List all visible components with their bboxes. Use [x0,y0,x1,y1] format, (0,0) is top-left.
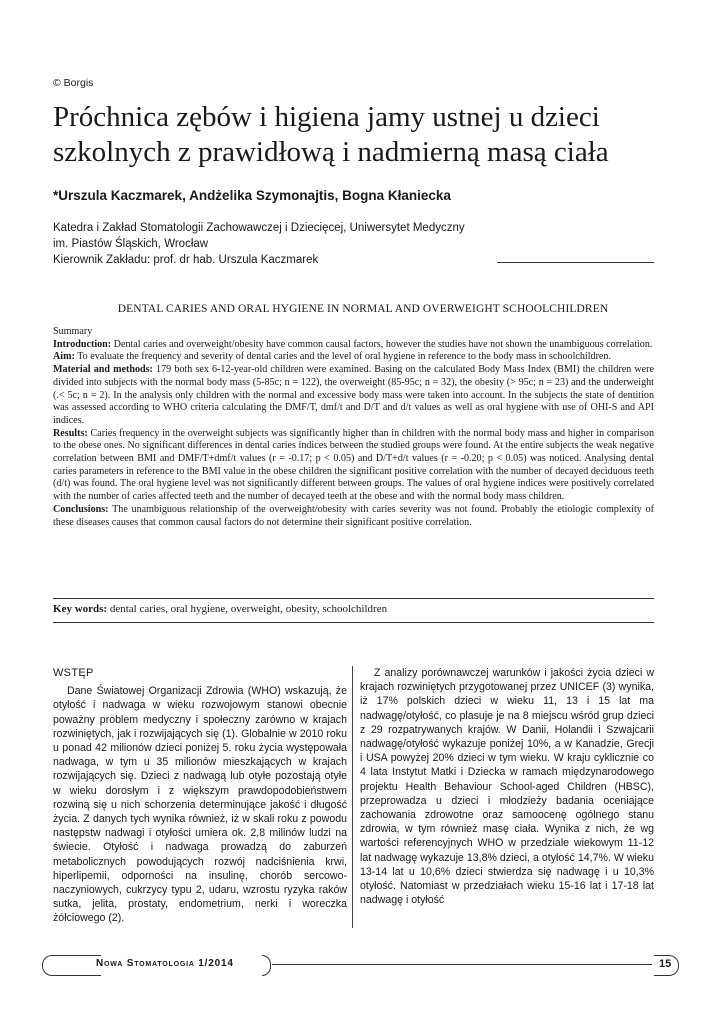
affiliation-line: im. Piastów Śląskich, Wrocław [53,238,209,250]
affiliation-line: Katedra i Zakład Stomatologii Zachowawczej i Dziecięcej, Uniwersytet Medyczny [53,222,465,234]
footer-bracket-left [42,955,101,976]
summary-introduction [53,339,654,352]
summary-label: Summary [53,326,93,337]
section-heading: WSTĘP [53,667,94,679]
section-text: 179 both sex 6-12-year-old children were examined. Basing on the calculated Body Mass Index (BMI) the children were divided into subjects with the normal body mass (5-85c; n = 122), the overweight (85-95c; n = 32), the obesity (> 95c; n = 23) and the underweight (.< 5c; n = 2). In the analysis only children with the normal and excessive body mass were taken into account. In the subjects the state of dentition was assessed according to WHO criteria calculating the DMF/T, dmf/t and D/T and d/t values as well as oral hygiene with use of OHI-S and API indices. [53,364,654,426]
keywords [53,603,654,615]
summary-block [53,326,654,529]
footer-journal-name: Nowa Stomatologia 1/2014 [96,958,234,969]
keywords-divider-top [53,598,654,599]
title-line-1: Próchnica zębów i higiena jamy ustnej u dzieci [53,101,600,133]
column-divider [352,666,353,928]
summary-conclusions [53,504,654,529]
section-label: Introduction: [53,338,112,350]
copyright-notice: © Borgis [53,77,94,89]
summary-methods [53,364,654,428]
keywords-label: Key words: [53,603,108,615]
footer-bracket-middle [262,955,271,976]
english-title: DENTAL CARIES AND ORAL HYGIENE IN NORMAL AND OVERWEIGHT SCHOOLCHILDREN [117,303,609,315]
section-label: Conclusions: [53,503,109,515]
keywords-text: dental caries, oral hygiene, overweight, obesity, schoolchildren [107,603,388,615]
body-column-left [53,666,347,926]
keywords-divider-bottom [53,622,654,623]
page-number: 15 [659,958,672,970]
section-text: The unambiguous relationship of the overweight/obesity with caries severity was not found. Probably the etiologic complexity of these diseases causes that common causal factors do not determine their significant positive correlation. [53,503,654,528]
section-label: Aim: [53,351,75,363]
footer-rule [272,964,652,965]
affiliation-divider [497,262,654,263]
authors: *Urszula Kaczmarek, Andżelika Szymonajtis, Bogna Kłaniecka [53,188,451,203]
body-paragraph: Z analizy porównawczej warunków i jakości życia dzieci w krajach rozwiniętych przygotowanej przez UNICEF (3) wynika, iż 17% polskich dzieci w wieku 11, 13 i 15 lat ma nadwagę/otyłość, co plasuje je na 8 miejscu wśród grup dzieci z 29 rozpatrywanych krajów. W Danii, Holandii i Szwajcarii nadwagę/otyłość wykazuje poniżej 10%, a w Kanadzie, Grecji i USA powyżej 20% dzieci w tym wieku. W kraju cyklicznie co 4 lata Instytut Matki i Dziecka w ramach międzynarodowego projektu Health Behaviour School-aged Children (HBSC), przeprowadza u dzieci i młodzieży badania oceniające zachowania zdrowotne oraz samoocenę ogólnego stanu zdrowia, w tym również masę ciała. Wynika z nich, że wg wartości referencyjnych WHO w przedziale wiekowym 11-12 lat nadwagę wykazuje 13,8% dzieci, a otyłość 14,7%. W wieku 13-14 lat u 10,6% dzieci stwierdza się nadwagę i u 10,3% otyłość. Natomiast w przedziałach wieku 15-16 lat i 17-18 lat nadwagę i otyłość [360,667,654,907]
affiliation [53,220,513,268]
article-title [53,100,673,170]
summary-aim [53,351,654,364]
title-line-2: szkolnych z prawidłową i nadmierną masą ciała [53,136,609,168]
section-text: Caries frequency in the overweight subjects was significantly higher than in children with the normal body mass and higher in comparison to the obese ones. No significant differences in dental caries indices between the studied groups were found. At the entire subjects the weak negative correlation between BMI and DMF/T+dmf/t values (r = -0.17; p < 0.05) and D/T+d/t values (r = -0.20; p < 0.05) was noticed. Analysing dental caries parameters in reference to the BMI value in the obese children the significant positive correlation with the number of decayed deciduous teeth (d/t) was found. The oral hygiene level was not significantly different between groups. The values of oral hygiene indices were positively correlated with the number of caries affected teeth and the number of decayed teeth at the obese and with the normal body mass children. [53,427,654,503]
body-column-right [360,666,654,907]
section-text: Dental caries and overweight/obesity have common causal factors, however the studies have not shown the unambiguous correlation. [111,338,653,350]
section-text: To evaluate the frequency and severity of dental caries and the level of oral hygiene in reference to the body mass in schoolchildren. [74,351,611,363]
summary-results [53,428,654,504]
affiliation-line: Kierownik Zakładu: prof. dr hab. Urszula Kaczmarek [53,254,319,266]
section-label: Material and methods: [53,364,153,376]
body-paragraph: Dane Światowej Organizacji Zdrowia (WHO) wskazują, że otyłość i nadwaga w wieku rozwojowym stanowi obecnie poważny problem medyczny i społeczny zarówno w krajach rozwiniętych, jak i rozwijających się (1). Globalnie w 2010 roku u ponad 42 milionów dzieci poniżej 5. roku życia występowała nadwaga, w tym u 35 milionów mieszkających w krajach rozwijających się. Dzieci z nadwagą lub otyłe pozostają otyłe w wieku dorosłym i z większym prawdopodobieństwem rozwiną się u nich schorzenia determinujące jakość i długość życia. Z danych tych wynika również, iż w skali roku z powodu następstw nadwagi i otyłości umiera ok. 2,8 milinów ludzi na świecie. Otyłość i nadwaga prowadzą do zaburzeń metabolicznych powodujących rozwój nadciśnienia krwi, hiperlipemii, odporności na insulinę, chorób sercowo-naczyniowych, cukrzycy typu 2, udaru, wzrostu ryzyka raków sutka, jelita, prostaty, endometrium, nerki i woreczka żółciowego (2). [53,685,347,925]
section-label: Results: [53,427,88,439]
